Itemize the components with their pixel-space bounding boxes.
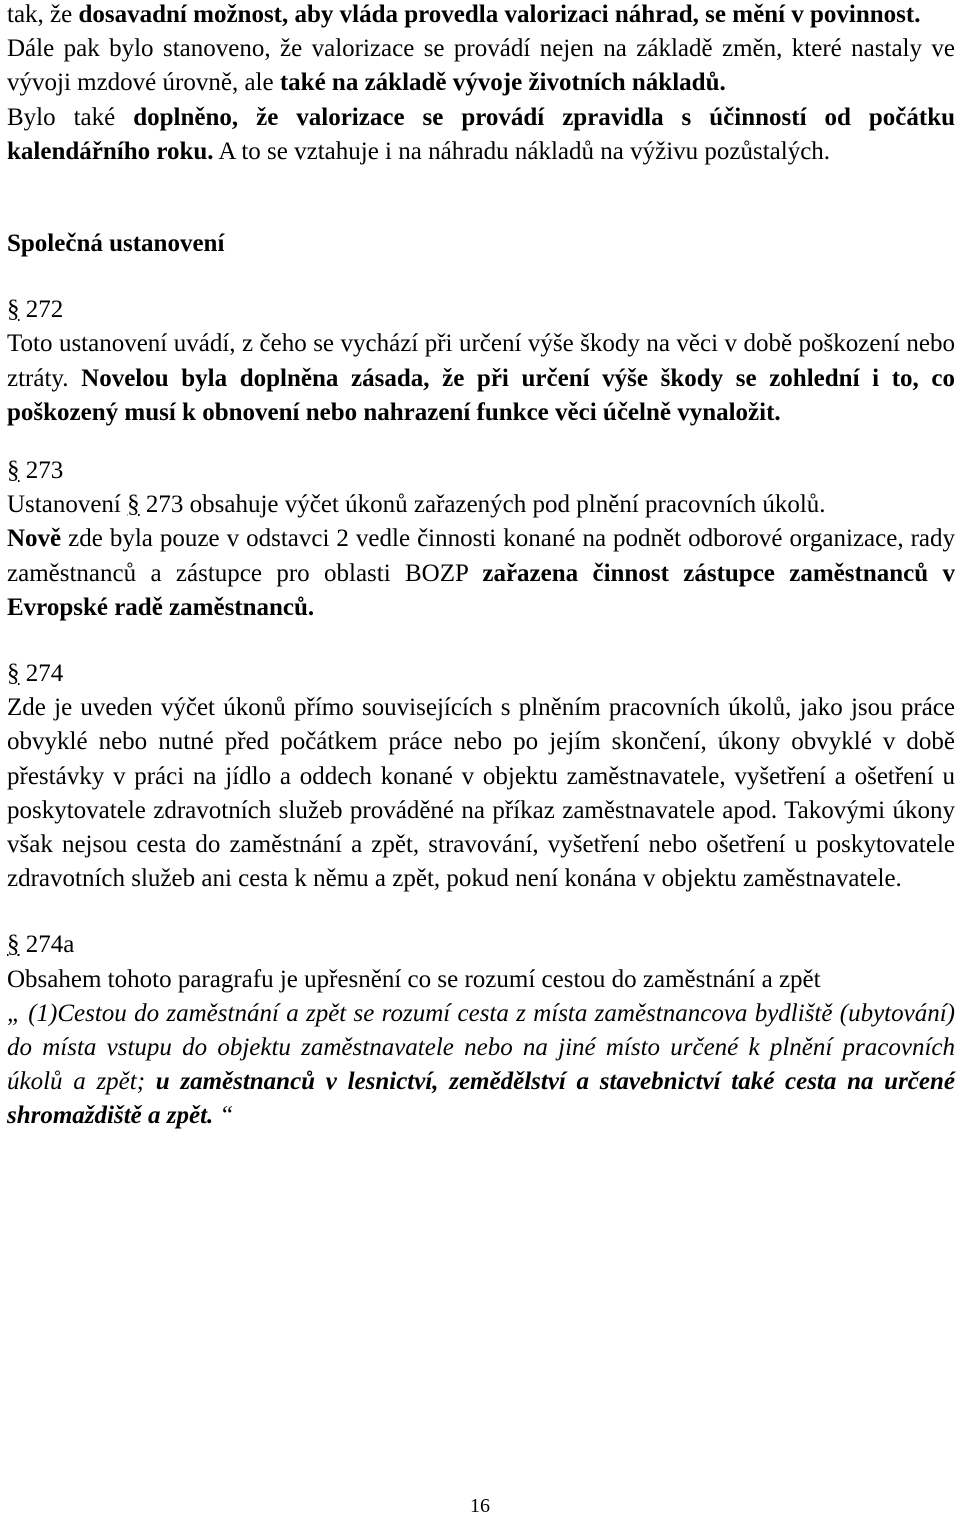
bold-text: zařazena činnost zástupce zaměstnanců v Evropské radě zaměstnanců. <box>7 559 955 621</box>
section-273-heading <box>7 454 955 488</box>
section-273-text <box>7 488 955 522</box>
text-span: 273 obsahuje výčet úkonů zařazených pod plnění pracovních úkolů. <box>139 491 826 519</box>
section-274a-quote <box>7 997 955 1134</box>
section-272-text <box>7 327 955 430</box>
section-heading: Společná ustanovení <box>7 230 225 258</box>
bold-text: Nově <box>7 525 62 553</box>
section-274-text: Zde je uveden výčet úkonů přímo souvisejících s plněním pracovních úkolů, jako jsou práce obvyklé nebo nutné před počátkem práce nebo po jejím skončení, úkony obvyklé v době přestávky v práci na jídlo a oddech konané v objektu zaměstnavatele, vyšetření a ošetření u poskytovatele zdravotních služeb prováděné na příkaz zaměstnavatele apod. Takovými úkony však nejsou cesta do zaměstnání a zpět, stravování, vyšetření nebo ošetření u poskytovatele zdravotních služeb ani cesta k němu a zpět, pokud není konána v objektu zaměstnavatele. <box>7 694 955 893</box>
section-number: 272 <box>19 296 64 324</box>
italic-text: „ (1)Cestou do zaměstnání a zpět se rozumí cesta z místa zaměstnancova bydliště (ubytování) do místa vstupu do objektu zaměstnavatele nebo na jiné místo určené k plnění pracovních úkolů a zpět; <box>7 999 955 1096</box>
bold-text: dosavadní možnost, aby vláda provedla valorizaci náhrad, se mění v povinnost. <box>78 1 921 28</box>
section-274a-text: Obsahem tohoto paragrafu je upřesnění co se rozumí cestou do zaměstnání a zpět <box>7 965 821 993</box>
bold-text: také na základě vývoje životních nákladů. <box>279 69 726 97</box>
paragraph-valorizace-ucinnost <box>7 101 955 169</box>
text-span: Toto ustanovení uvádí, z čeho se vychází při určení výše škody na věci v době poškození nebo ztráty. <box>7 330 955 392</box>
italic-text: “ <box>213 1102 234 1130</box>
text-span: zde byla pouze v odstavci 2 vedle činnosti konané na podnět odborové organizace, rady zaměstnanců a zástupce pro oblasti BOZP <box>7 525 955 587</box>
text-span: A to se vztahuje i na náhradu nákladů na výživu pozůstalých. <box>213 137 831 165</box>
section-274-heading <box>7 657 955 691</box>
section-number: 273 <box>19 457 64 485</box>
paragraph-valorizace-zaklad <box>7 32 955 100</box>
text-span: Bylo také <box>7 103 134 131</box>
bold-text: doplněno, že valorizace se provádí zpravidla s účinností od počátku kalendářního roku. <box>7 103 955 165</box>
paragraph-valorizace-povinnost <box>7 0 955 32</box>
text-span: Ustanovení <box>7 491 128 519</box>
section-number: 274a <box>19 931 75 959</box>
section-symbol: § <box>7 296 20 324</box>
section-272-heading <box>7 293 955 327</box>
section-symbol: § <box>7 660 20 688</box>
section-symbol: § <box>7 931 20 959</box>
page-number: 16 <box>470 1495 490 1517</box>
section-symbol: § <box>7 457 20 485</box>
bold-text: Novelou byla doplněna zásada, že při určení výše škody se zohlední i to, co poškozený musí k obnovení nebo nahrazení funkce věci účelně vynaložit. <box>7 364 955 426</box>
section-number: 274 <box>19 660 64 688</box>
text-span: Dále pak bylo stanoveno, že valorizace se provádí nejen na základě změn, které nastaly ve vývoji mzdové úrovně, ale <box>7 35 955 97</box>
section-274a-heading <box>7 928 955 962</box>
document-page <box>7 0 955 1134</box>
bold-italic-text: u zaměstnanců v lesnictví, zemědělství a stavebnictví také cesta na určené shromaždiště a zpět. <box>7 1068 955 1130</box>
section-273-novela <box>7 522 955 625</box>
text-span: tak, že <box>7 1 79 28</box>
section-symbol: § <box>127 491 140 519</box>
